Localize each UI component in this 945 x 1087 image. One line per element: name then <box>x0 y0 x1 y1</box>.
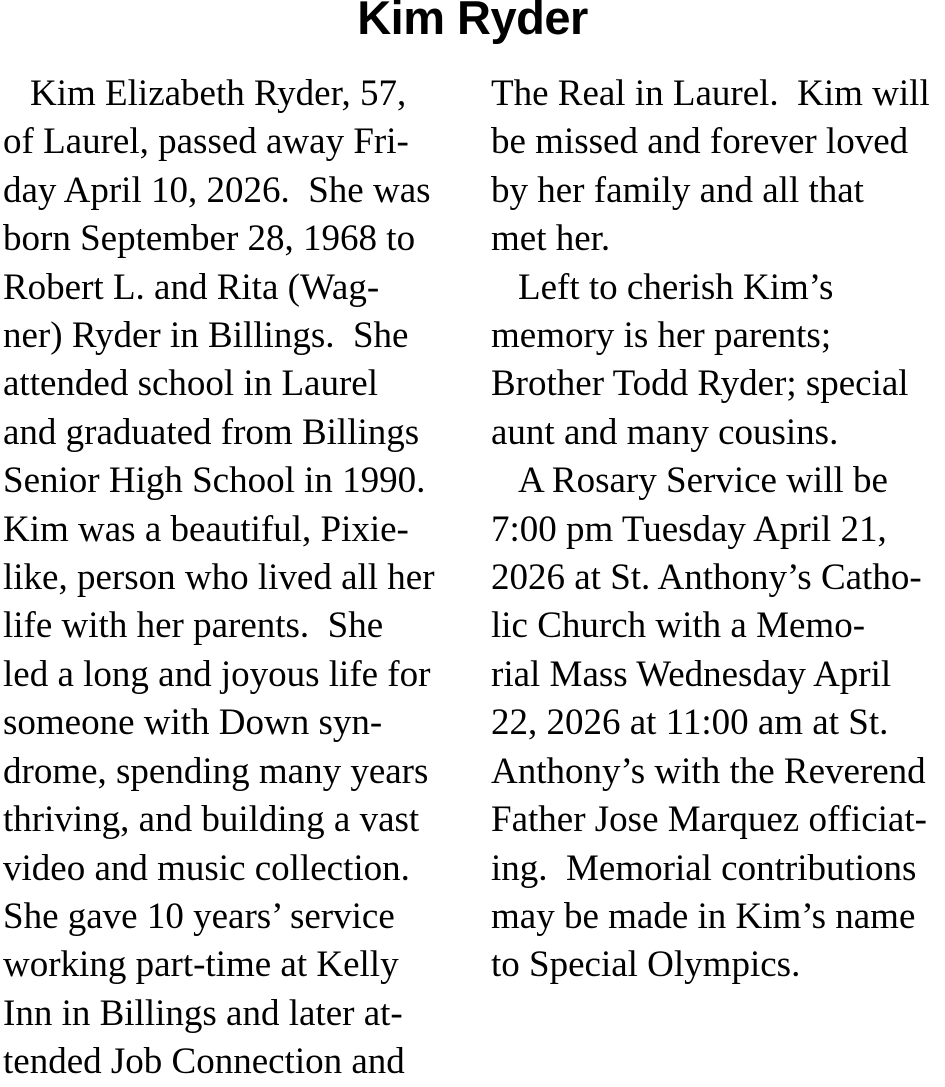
text-line: 7:00 pm Tuesday April 21, <box>491 508 887 550</box>
text-line: ing. Memorial contributions <box>491 847 917 889</box>
text-line: of Laurel, passed away Fri- <box>3 121 409 163</box>
text-line: lic Church with a Memo- <box>491 605 866 647</box>
text-line: Anthony’s with the Reverend <box>491 750 926 792</box>
text-line: drome, spending many years <box>3 750 429 792</box>
text-line: may be made in Kim’s name <box>491 895 916 937</box>
text-line: attended school in Laurel <box>3 363 379 405</box>
text-line: met her. <box>491 218 611 260</box>
text-line: She gave 10 years’ service <box>3 895 395 937</box>
text-line: by her family and all that <box>491 169 864 211</box>
text-line: Left to cherish Kim’s <box>518 266 834 308</box>
text-line: Inn in Billings and later at- <box>3 992 403 1034</box>
text-line: The Real in Laurel. Kim will <box>491 73 930 114</box>
text-line: thriving, and building a vast <box>3 799 420 841</box>
text-line: and graduated from Billings <box>3 411 420 453</box>
text-line: day April 10, 2026. She was <box>3 169 431 211</box>
text-line: to Special Olympics. <box>491 944 801 986</box>
text-line: memory is her parents; <box>491 315 832 357</box>
text-line: 2026 at St. Anthony’s Catho- <box>491 557 922 599</box>
text-line: working part-time at Kelly <box>3 944 399 986</box>
text-line: Kim Elizabeth Ryder, 57, <box>30 73 407 114</box>
text-line: aunt and many cousins. <box>491 411 839 453</box>
text-line: be missed and forever loved <box>491 121 909 163</box>
text-line: born September 28, 1968 to <box>3 218 416 260</box>
obituary-title: Kim Ryder <box>357 0 588 44</box>
left-column <box>3 70 435 1087</box>
text-line: Robert L. and Rita (Wag- <box>3 266 380 308</box>
text-line: rial Mass Wednesday April <box>491 653 892 695</box>
text-line: Brother Todd Ryder; special <box>491 363 909 405</box>
right-column <box>491 70 930 990</box>
text-line: video and music collection. <box>3 847 410 889</box>
text-line: Kim was a beautiful, Pixie- <box>3 508 409 550</box>
text-line: Father Jose Marquez officiat- <box>491 799 927 841</box>
text-line: 22, 2026 at 11:00 am at St. <box>491 702 889 744</box>
text-line: tended Job Connection and <box>3 1041 405 1083</box>
text-line: Senior High School in 1990. <box>3 460 426 502</box>
text-line: led a long and joyous life for <box>3 653 431 695</box>
text-line: someone with Down syn- <box>3 702 383 744</box>
text-line: like, person who lived all her <box>3 557 435 599</box>
text-line: life with her parents. She <box>3 605 384 647</box>
text-line: A Rosary Service will be <box>518 460 888 502</box>
text-line: ner) Ryder in Billings. She <box>3 315 409 357</box>
